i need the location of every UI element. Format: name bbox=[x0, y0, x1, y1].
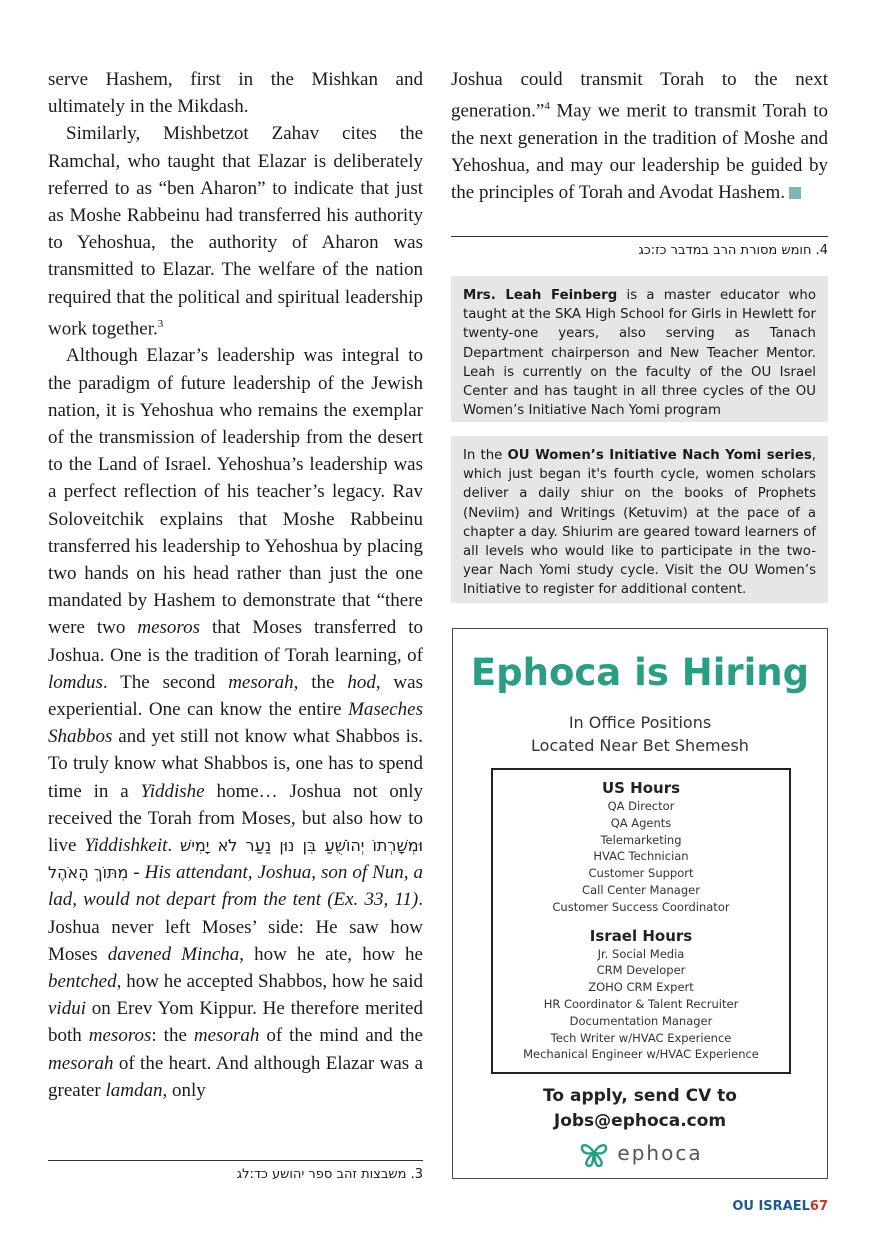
italic-term: mesoros bbox=[137, 617, 200, 639]
job-title: QA Agents bbox=[610, 815, 672, 830]
hebrew-verse: וּמְשָׁרְתוֹ יְהוֹשֻׁעַ בִּן נוּן נַעַר לֹא יָמִישׁ מִתּוֹךְ הָאֹהֶל bbox=[48, 836, 424, 883]
footnote-4: 4. חומש מסורת הרב במדבר כז:כג bbox=[638, 243, 828, 258]
job-title: CRM Developer bbox=[596, 963, 686, 978]
job-title: HVAC Technician bbox=[593, 849, 689, 864]
italic-quote: His attendant, Joshua, son of Nun, a lad, would not depart from the tent (Ex. 33, 11) bbox=[48, 862, 423, 911]
ad-subtitle-line: Located Near Bet Shemesh bbox=[531, 736, 749, 755]
ad-title: Ephoca is Hiring bbox=[470, 651, 810, 694]
italic-term: mesorah bbox=[193, 1025, 260, 1047]
article-right-column bbox=[451, 66, 828, 206]
job-title: Mechanical Engineer w/HVAC Experience bbox=[523, 1047, 759, 1062]
text-run: of the heart. And although Elazar was a greater bbox=[48, 1052, 423, 1101]
apply-text: To apply, send CV to bbox=[543, 1086, 737, 1106]
text-run: , only bbox=[162, 1079, 206, 1101]
series-prefix: In the bbox=[463, 448, 508, 463]
page-number: 67 bbox=[809, 1199, 828, 1214]
publication-name: OU ISRAEL bbox=[732, 1199, 810, 1214]
series-info-box bbox=[451, 436, 828, 603]
apply-instructions bbox=[453, 1084, 827, 1134]
job-title: Customer Support bbox=[588, 866, 694, 881]
italic-term: lomdus bbox=[48, 671, 103, 693]
job-list-box bbox=[491, 768, 791, 1074]
text-run: . The second bbox=[102, 671, 216, 693]
text-run: Joshua could transmit Torah to the next generation.” bbox=[451, 69, 828, 122]
italic-term: Yiddishkeit bbox=[84, 835, 168, 857]
text-run: - bbox=[128, 862, 145, 884]
italic-term: bentched bbox=[48, 971, 117, 993]
job-title: Call Center Manager bbox=[582, 882, 700, 897]
series-text: , which just began it's fourth cycle, women scholars deliver a daily shiur on the books of Prophets (Neviim) and Writings (Ketuvim) at the pace of a chapter a day. Shiurim are geared toward learners of all levels who would like to participate in the two-year Nach Yomi study cycle. Visit the OU Women’s Initiative to register for additional content. bbox=[463, 448, 817, 598]
footnote-3: 3. משבצות זהב ספר יהושע כד:לג bbox=[236, 1167, 423, 1182]
page-footer bbox=[732, 1199, 828, 1214]
text-run: home… Joshua not only received the Torah from Moses, but also how to live bbox=[48, 780, 424, 857]
text-run: of the mind and the bbox=[266, 1025, 423, 1047]
article-left-column bbox=[48, 66, 423, 1104]
italic-term: vidui bbox=[48, 998, 86, 1020]
author-name: Mrs. Leah Feinberg bbox=[463, 288, 618, 303]
text-run: , was experiential. One can know the entire bbox=[48, 671, 423, 720]
text-run: that Moses transferred to Joshua. One is the tradition of Torah learning, of bbox=[48, 617, 424, 666]
job-title: Documentation Manager bbox=[569, 1013, 713, 1028]
italic-term: lamdan bbox=[105, 1079, 163, 1101]
job-title: Telemarketing bbox=[600, 832, 682, 847]
italic-term: hod bbox=[347, 671, 376, 693]
job-title: Jr. Social Media bbox=[597, 946, 685, 961]
text-run: , the bbox=[293, 671, 335, 693]
ephoca-hiring-ad bbox=[452, 628, 828, 1179]
paragraph: serve Hashem, first in the Mishkan and ultimately in the Mikdash. bbox=[48, 69, 423, 118]
job-title: Customer Success Coordinator bbox=[552, 899, 730, 914]
text-run: . Joshua never left Moses’ side: He saw how Moses bbox=[48, 889, 423, 965]
italic-term: mesorah bbox=[48, 1052, 114, 1074]
job-title: QA Director bbox=[607, 799, 675, 813]
series-name: OU Women’s Initiative Nach Yomi series bbox=[507, 448, 812, 463]
text-run: Although Elazar’s leadership was integral to the paradigm of future leadership of the Jewish nation, it is Yehoshua who remains the exemplar of the transmission of leadership from the desert to the Land of Israel. Yehoshua’s leadership was a perfect reflection of his teacher’s legacy. Rav Soloveitchik explains that Moshe Rabbeinu transferred his leadership to Yehoshua by placing two hands on his head rather than just the one mandated by Hashem to demonstrate that “there were two bbox=[48, 345, 423, 639]
footnote-ref: 3 bbox=[157, 317, 164, 330]
text-run: . bbox=[167, 835, 173, 857]
paragraph-text: Similarly, Mishbetzot Zahav cites the Ramchal, who taught that Elazar is deliberately referred to as “ben Aharon” to indicate that just as Moshe Rabbeinu had transferred his authority to Yehoshua, the authority of Aharon was transmitted to Elazar. The welfare of the nation required that the political and spiritual leadership work together. bbox=[48, 123, 423, 340]
author-bio-text: is a master educator who taught at the SKA High School for Girls in Hewlett for twenty-one years, also serving as Tanach Department chairperson and New Teacher Mentor. Leah is currently on the faculty of the OU Israel Center and has taught in all three cycles of the OU Women’s Initiative Nach Yomi program bbox=[463, 288, 816, 419]
text-run: and yet still not know what Shabbos is. To truly know what Shabbos is, one has to spend time in a bbox=[48, 726, 424, 802]
ad-subtitle-line: In Office Positions bbox=[568, 713, 712, 732]
ephoca-logo bbox=[453, 1137, 827, 1169]
footnote-divider bbox=[48, 1160, 423, 1161]
ephoca-logo-icon bbox=[577, 1137, 611, 1169]
israel-hours-heading: Israel Hours bbox=[589, 926, 693, 945]
text-run: : the bbox=[151, 1025, 187, 1047]
text-run: on Erev Yom Kippur. He therefore merited both bbox=[48, 998, 423, 1047]
ephoca-logo-text: ephoca bbox=[617, 1141, 703, 1165]
ad-subtitle bbox=[453, 711, 827, 757]
footnote-divider bbox=[451, 236, 828, 237]
italic-term: mesorah bbox=[228, 671, 294, 693]
job-title: Tech Writer w/HVAC Experience bbox=[550, 1030, 732, 1045]
text-run: May we merit to transmit Torah to the next generation in the tradition of Moshe and Yehoshua, and may our leadership be guided by the principles of Torah and Avodat Hashem. bbox=[451, 100, 828, 204]
italic-term: Maseches Shabbos bbox=[48, 699, 423, 748]
footnote-ref: 4 bbox=[544, 100, 550, 113]
author-bio-box bbox=[451, 276, 828, 422]
job-title: HR Coordinator & Talent Recruiter bbox=[543, 996, 739, 1011]
italic-term: Yiddishe bbox=[140, 780, 205, 802]
end-of-article-mark bbox=[789, 187, 801, 199]
apply-email[interactable]: Jobs@ephoca.com bbox=[553, 1111, 727, 1131]
us-hours-heading: US Hours bbox=[601, 779, 681, 797]
job-title: ZOHO CRM Expert bbox=[588, 980, 694, 995]
italic-term: mesoros bbox=[88, 1025, 152, 1047]
text-run: , how he accepted Shabbos, how he said bbox=[116, 971, 423, 993]
paragraph bbox=[451, 66, 828, 206]
paragraph bbox=[48, 120, 423, 342]
paragraph bbox=[48, 342, 423, 1104]
italic-term: davened Mincha bbox=[107, 943, 240, 965]
text-run: , how he ate, how he bbox=[239, 943, 423, 965]
